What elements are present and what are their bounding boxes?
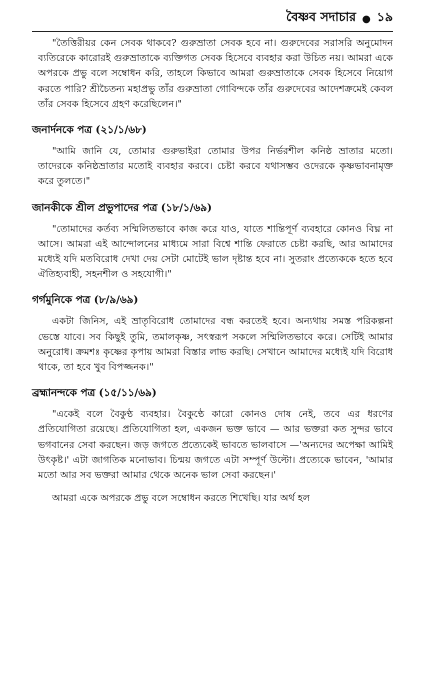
letter-heading-2: জানকীকে শ্রীল প্রভুপাদের পত্র (১৮/১/৬৯) bbox=[32, 201, 212, 214]
paragraph-6: আমরা একে অপরকে প্রভু বলে সম্বোধন করতে শিখেছি। যার অর্থ হল bbox=[52, 493, 310, 505]
header-rule bbox=[32, 31, 393, 32]
letter-heading-4: ব্রহ্মানন্দকে পত্র (১৫/১১/৬৯) bbox=[32, 387, 157, 400]
running-head-title: বৈষ্ণব সদাচার bbox=[286, 9, 357, 24]
paragraph-3: "তোমাদের কর্তব্য সম্মিলিতভাবে কাজ করে যাও, যাতে শান্তিপূর্ণ ব্যবহারে কোনও বিঘ্ন না আসে। আমরা এই আন্দোলনের মাধ্যমে সারা বিশ্বে শান্তি ফেরাতে চেষ্টা করছি, আর আমাদের মধ্যেই যদি মতবিরোধ দেখা দেয় সেটা মোটেই ভাল দৃষ্টান্ত হবে না। সুতরাং প্রত্যেককে হতে হবে ঐতিহ্যবাহী, সহনশীল ও সহযোগী।" bbox=[38, 223, 393, 281]
paragraph-5: "একেই বলে বৈকুণ্ঠ ব্যবহার। বৈকুণ্ঠে কারো কোনও দোষ নেই, তবে এর ধরণের প্রতিযোগিতা রয়েছে। প্রতিযোগিতা হল, একজন ভক্ত ভাবে — আর ভক্তরা কত সুন্দর ভাবে ভগবানের সেবা করছেন। জড় জগতে প্রত্যেকেই ভাবতে ভালবাসে —'অন্যদের অপেক্ষা আমিই উৎকৃষ্ট।' এটা জাগতিক মনোভাব। চিন্ময় জগতে এটা সম্পূর্ণ উল্টো। প্রত্যেকে ভাবেন, 'আমার মতো আর সব ভক্তরা আমার থেকে অনেক ভাল সেবা করছেন।' bbox=[38, 409, 393, 482]
letter-heading-3: গর্গমুনিকে পত্র (৮/৯/৬৯) bbox=[32, 294, 139, 307]
paragraph-1: "তৈত্তিরীয়র কেন সেবক থাকবে? গুরুভ্রাতা সেবক হবে না। গুরুদেবের সরাসরি অনুমোদন ব্যতিরেকে কারোরই গুরুভ্রাতাকে ব্যক্তিগত সেবক হিসেবে ব্যবহার করা উচিত নয়। আমরা একে অপরকে প্রভু বলে সম্বোধন করি, তাহলে কিভাবে আমরা গুরুভ্রাতাকে সেবক হিসেবে নিয়োগ করতে পারি? শ্রীচৈতন্য মহাপ্রভু তাঁর গুরুভ্রাতা গোবিন্দকে তাঁর গুরুদেবের আদেশক্রমেই কেবল তাঁর সেবক হিসেবে গ্রহণ করেছিলেন।" bbox=[38, 38, 393, 110]
body-text bbox=[32, 36, 393, 506]
running-head bbox=[32, 8, 393, 30]
paragraph-2: "আমি জানি যে, তোমার গুরুভাইরা তোমার উপর নির্ভরশীল কনিষ্ঠ ভ্রাতার মতো। তাদেরকে কনিষ্ঠভ্রাতার মতোই ব্যবহার করবে। চেষ্টা করবে যথাসম্ভব ওদেরকে কৃষ্ণভাবনামৃক্ত করে তুলতে।" bbox=[38, 146, 393, 188]
paragraph-4: একটা জিনিস, এই ভ্রাতৃবিরোধ তোমাদের বন্ধ করতেই হবে। অন্যথায় সমস্ত পরিকল্পনা ভেস্তে যাবে। সব কিছুই তুমি, তমালকৃষ্ণ, সৎস্বরূপ সকলে সম্মিলিতভাবে করে। সেটিই আমার অনুরোধ। ক্রমশঃ কৃষ্ণের কৃপায় আমরা বিস্তার লাভ করছি। সেখানে আমাদের মধ্যেই যদি বিরোধ থাকে, তা হবে খুব বিপজ্জনক।" bbox=[38, 316, 393, 374]
letter-heading-1: জনার্দনকে পত্র (২১/১/৬৮) bbox=[32, 124, 147, 137]
page-number: ১৯ bbox=[376, 9, 393, 24]
bullet-separator: ● bbox=[362, 13, 371, 25]
